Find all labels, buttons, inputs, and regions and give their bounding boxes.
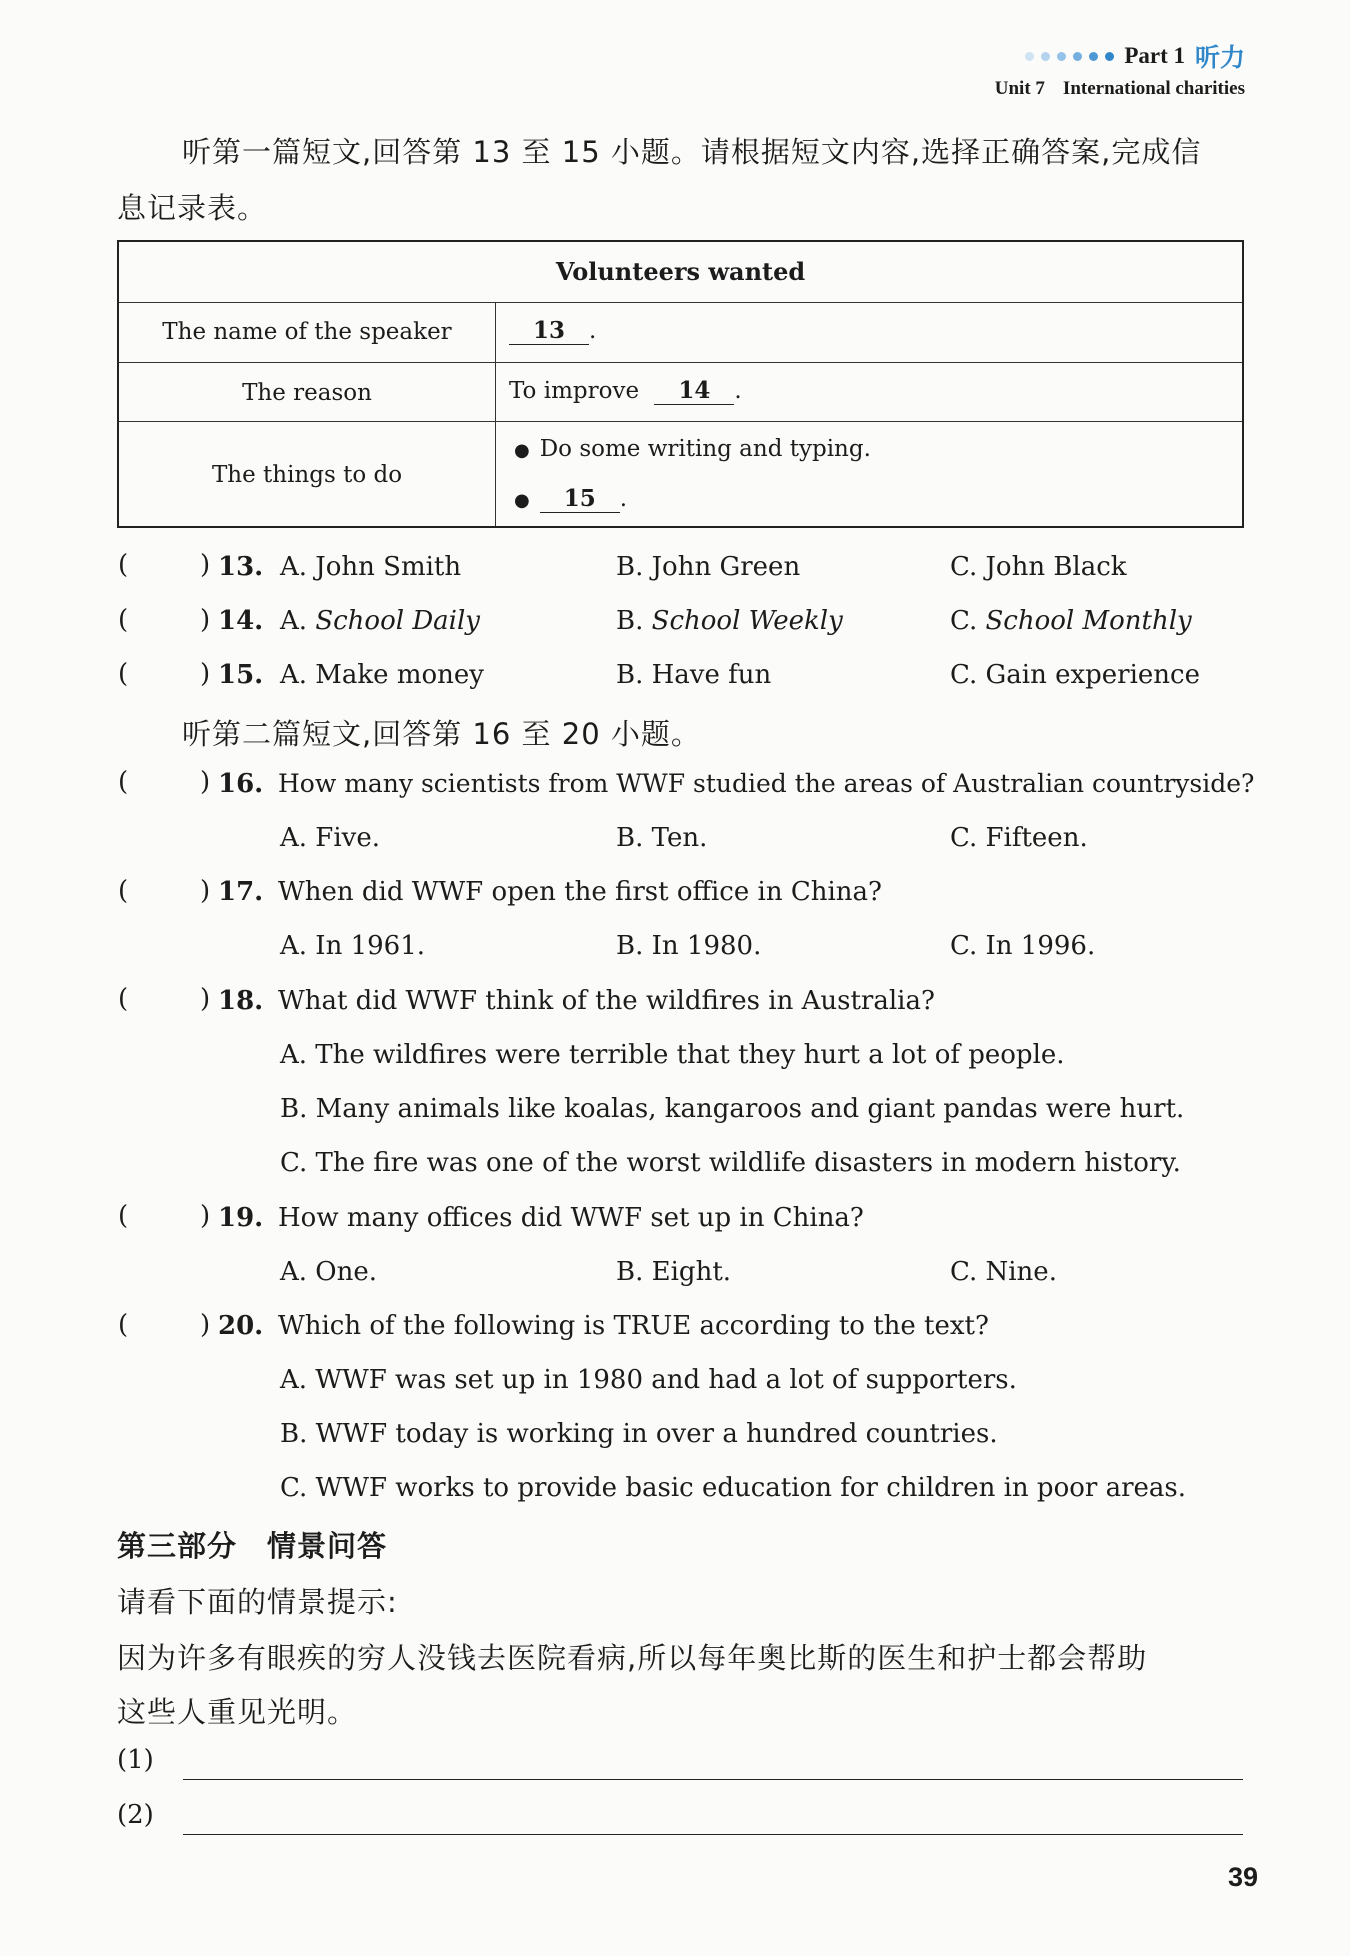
row-label-reason: The reason [242, 380, 372, 406]
dot [1073, 52, 1082, 61]
row-label-things: The things to do [211, 462, 403, 488]
answer-paren-close: ) [200, 605, 211, 635]
question-text: How many scientists from WWF studied the areas of Australian countryside? [278, 769, 1255, 798]
question-number: 14. [218, 606, 264, 636]
running-header [1025, 38, 1245, 74]
option-c: C. Nine. [950, 1257, 1057, 1287]
option-c: C. The fire was one of the worst wildlife disasters in modern history. [280, 1148, 1181, 1178]
row-value-reason: To improve 14 . [509, 377, 742, 404]
answer-paren-open[interactable]: ( [118, 1310, 129, 1340]
option-b: B. In 1980. [616, 931, 762, 961]
scene-line1: 因为许多有眼疾的穷人没钱去医院看病,所以每年奥比斯的医生和护士都会帮助 [117, 1641, 1148, 1675]
option-b: B. Have fun [616, 660, 772, 690]
question-number: 16. [218, 769, 264, 799]
answer-paren-close: ) [200, 876, 211, 906]
dot [1089, 52, 1098, 61]
option-c: C. WWF works to provide basic education for children in poor areas. [280, 1473, 1187, 1503]
decorative-dots [1025, 52, 1114, 61]
answer-paren-open[interactable]: ( [118, 984, 129, 1014]
passage1-intro-line1: 听第一篇短文,回答第 13 至 15 小题。请根据短文内容,选择正确答案,完成信 [182, 135, 1202, 169]
option-a: A. In 1961. [280, 931, 426, 961]
row-value-speaker: 13 . [509, 317, 596, 345]
scene-line2: 这些人重见光明。 [117, 1695, 358, 1729]
part-label: Part 1 [1124, 43, 1185, 68]
option-a: A. WWF was set up in 1980 and had a lot of supporters. [280, 1365, 1017, 1395]
answer-paren-close: ) [200, 1310, 211, 1340]
option-c: C. School Monthly [950, 606, 1192, 636]
question-text: When did WWF open the first office in China? [278, 877, 882, 907]
option-c: C. Gain experience [950, 660, 1200, 690]
option-c: C. John Black [950, 552, 1127, 582]
answer1-line[interactable] [183, 1779, 1243, 1780]
table-divider [119, 302, 1242, 303]
row-value-things-1: ● Do some writing and typing. [514, 436, 871, 462]
option-a: A. The wildfires were terrible that they hurt a lot of people. [280, 1040, 1065, 1070]
bullet-icon: ● [514, 490, 530, 511]
answer-paren-close: ) [200, 659, 211, 689]
blank-14[interactable]: 14 [654, 377, 734, 405]
table-title: Volunteers wanted [555, 257, 806, 286]
passage2-intro: 听第二篇短文,回答第 16 至 20 小题。 [182, 717, 701, 751]
question-number: 17. [218, 877, 264, 907]
option-b: B. John Green [616, 552, 801, 582]
row-label-speaker: The name of the speaker [162, 319, 452, 345]
answer-paren-close: ) [200, 550, 211, 580]
section-label: 听力 [1194, 43, 1245, 72]
page-number: 39 [1227, 1862, 1258, 1892]
answer-paren-open[interactable]: ( [118, 1201, 129, 1231]
question-number: 20. [218, 1311, 264, 1341]
table-divider [119, 421, 1242, 422]
info-table [117, 240, 1244, 528]
part3-heading: 第三部分 情景问答 [117, 1529, 388, 1563]
option-a: A. John Smith [280, 552, 462, 582]
answer1-label: (1) [117, 1745, 154, 1775]
option-c: C. In 1996. [950, 931, 1096, 961]
question-number: 13. [218, 552, 264, 582]
dot [1057, 52, 1066, 61]
option-b: B. Many animals like koalas, kangaroos and giant pandas were hurt. [280, 1094, 1185, 1124]
question-number: 18. [218, 986, 264, 1016]
question-number: 15. [218, 660, 264, 690]
question-text: How many offices did WWF set up in China? [278, 1203, 864, 1233]
bullet-icon: ● [514, 440, 530, 461]
dot [1041, 52, 1050, 61]
blank-15[interactable]: 15 [540, 485, 620, 513]
answer-paren-close: ) [200, 1201, 211, 1231]
answer-paren-open[interactable]: ( [118, 767, 129, 797]
question-text: Which of the following is TRUE according to the text? [278, 1311, 989, 1341]
answer-paren-close: ) [200, 767, 211, 797]
answer2-line[interactable] [183, 1834, 1243, 1835]
question-text: What did WWF think of the wildfires in Australia? [278, 986, 935, 1016]
row-value-things-2: ● 15 . [514, 485, 628, 512]
dot [1105, 52, 1114, 61]
option-b: B. WWF today is working in over a hundred countries. [280, 1419, 998, 1449]
option-c: C. Fifteen. [950, 823, 1088, 853]
option-b: B. Eight. [616, 1257, 732, 1287]
table-divider [119, 362, 1242, 363]
answer-paren-close: ) [200, 984, 211, 1014]
option-a: A. One. [280, 1257, 378, 1287]
answer-paren-open[interactable]: ( [118, 659, 129, 689]
option-b: B. Ten. [616, 823, 708, 853]
option-a: A. School Daily [280, 606, 480, 636]
blank-13[interactable]: 13 [509, 317, 589, 345]
answer2-label: (2) [117, 1800, 154, 1830]
passage1-intro-line2: 息记录表。 [117, 191, 268, 225]
answer-paren-open[interactable]: ( [118, 550, 129, 580]
unit-title: International charities [1062, 78, 1245, 99]
unit-label: Unit 7 [994, 78, 1045, 99]
answer-paren-open[interactable]: ( [118, 605, 129, 635]
option-a: A. Make money [280, 660, 484, 690]
dot [1025, 52, 1034, 61]
answer-paren-open[interactable]: ( [118, 876, 129, 906]
table-column-divider [495, 302, 496, 526]
option-b: B. School Weekly [616, 606, 843, 636]
part3-prompt: 请看下面的情景提示: [117, 1585, 398, 1619]
unit-header [995, 78, 1245, 100]
question-number: 19. [218, 1203, 264, 1233]
option-a: A. Five. [280, 823, 381, 853]
